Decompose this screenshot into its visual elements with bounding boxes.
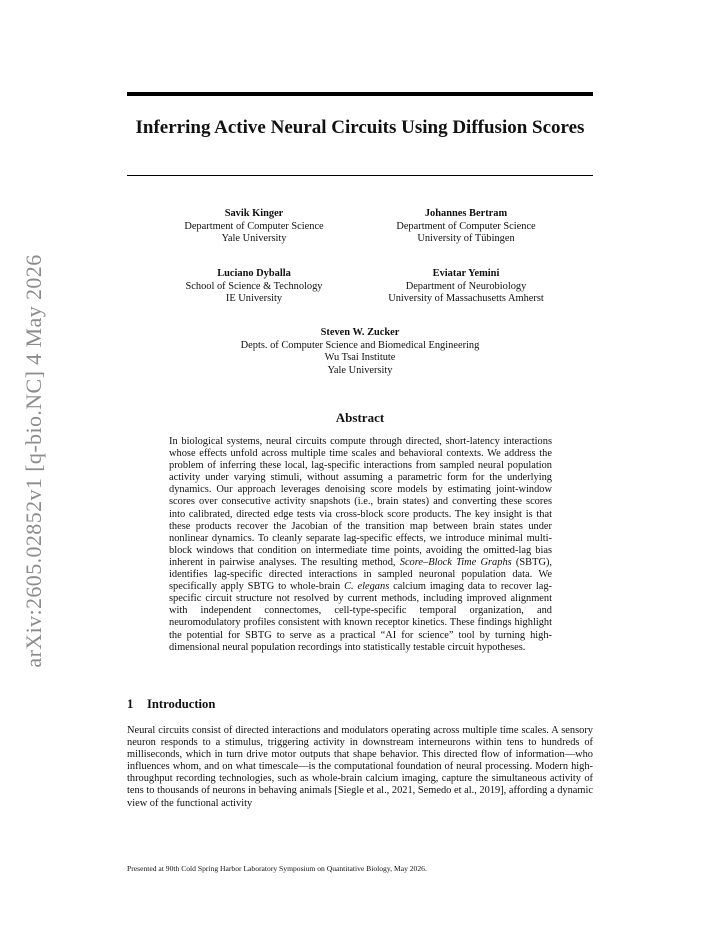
section-title: Introduction <box>147 697 216 711</box>
abstract-part: In biological systems, neural circuits compute through directed, short-latency interactions whose effects unfold across multiple time scales and behavioral contexts. We address the problem of inferring these local, lag-specific interactions from sampled neural population activity under varying stimuli, without assuming a parametric form for the underlying dynamics. Our approach leverages denoising score models by estimating joint-window scores over consecutive activity snapshots (i.e., brain states) and converting these scores into calibrated, directed edge tests via cross-block score products. The key insight is that these products recover the Jacobian of the transition map between brain states under nonlinear dynamics. To cleanly separate lag-specific effects, we introduce minimal multi-block windows that condition on intermediate time points, avoiding the omitted-lag bias inherent in pairwise analyses. The resulting method, <box>169 436 552 568</box>
author-affiliation: Yale University <box>221 233 287 244</box>
introduction-text: Neural circuits consist of directed interactions and modulators operating across multiple time scales. A sensory neuron responds to a stimulus, triggering activity in downstream interneurons within tens to hundreds of milliseconds, which in turn drive motor outputs that shape behavior. This directed flow of information—who influences whom, and on what timescale—is the computational foundation of neural processing. Modern high-throughput recording technologies, such as whole-brain calcium imaging, capture the simultaneous activity of tens to thousands of neurons in behaving animals [Siegle et al., 2021, Semedo et al., 2019], affording a dynamic view of the functional activity <box>127 725 593 809</box>
author-affiliation: IE University <box>225 293 283 304</box>
footnote: Presented at 90th Cold Spring Harbor Laboratory Symposium on Quantitative Biology, May 2026. <box>127 864 427 873</box>
author-block <box>162 268 346 306</box>
author-name: Johannes Bertram <box>424 208 508 219</box>
author-block <box>170 208 338 246</box>
author-name: Eviatar Yemini <box>432 268 500 279</box>
author-affiliation: University of Tübingen <box>417 233 515 244</box>
author-affiliation: Yale University <box>327 364 393 376</box>
title-rule-top <box>127 92 593 96</box>
author-block <box>200 327 520 377</box>
title-rule-bottom <box>127 175 593 176</box>
abstract-part: calcium imaging data to recover lag-specific circuit structure not resolved by current methods, including improved alignment with independent connectomes, cell-type-specific temporal organization, and neuromodulatory profiles consistent with known receptor kinetics. These findings highlight the potential for SBTG to serve as a practical “AI for science” tool by turning high-dimensional neural population recordings into statistically testable circuit hypotheses. <box>169 581 552 653</box>
abstract-part: (SBTG), identifies lag-specific directed interactions in sampled neuronal population data. We specifically apply SBTG to whole-brain <box>169 556 552 593</box>
arxiv-identifier: arXiv:2605.02852v1 [q-bio.NC] 4 May 2026 <box>21 254 46 668</box>
abstract-text <box>169 436 552 654</box>
species-name: C. elegans <box>344 581 390 593</box>
section-number: 1 <box>127 697 134 711</box>
author-name: Savik Kinger <box>224 208 284 219</box>
author-affiliation: Wu Tsai Institute <box>324 352 396 363</box>
author-affiliation: Department of Computer Science <box>184 220 324 232</box>
author-name: Steven W. Zucker <box>320 327 400 338</box>
author-affiliation: School of Science & Technology <box>185 280 323 292</box>
author-name: Luciano Dyballa <box>217 268 291 279</box>
author-block <box>382 208 550 246</box>
author-affiliation: Department of Computer Science <box>396 220 536 232</box>
author-affiliation: Depts. of Computer Science and Biomedical Engineering <box>240 339 480 351</box>
paper-title: Inferring Active Neural Circuits Using Diffusion Scores <box>135 117 585 138</box>
author-affiliation: University of Massachusetts Amherst <box>388 293 544 304</box>
section-heading <box>127 697 215 712</box>
author-affiliation: Department of Neurobiology <box>405 280 527 292</box>
author-block <box>372 268 560 306</box>
abstract-heading: Abstract <box>335 410 385 425</box>
method-name: Score–Block Time Graphs <box>399 556 512 568</box>
